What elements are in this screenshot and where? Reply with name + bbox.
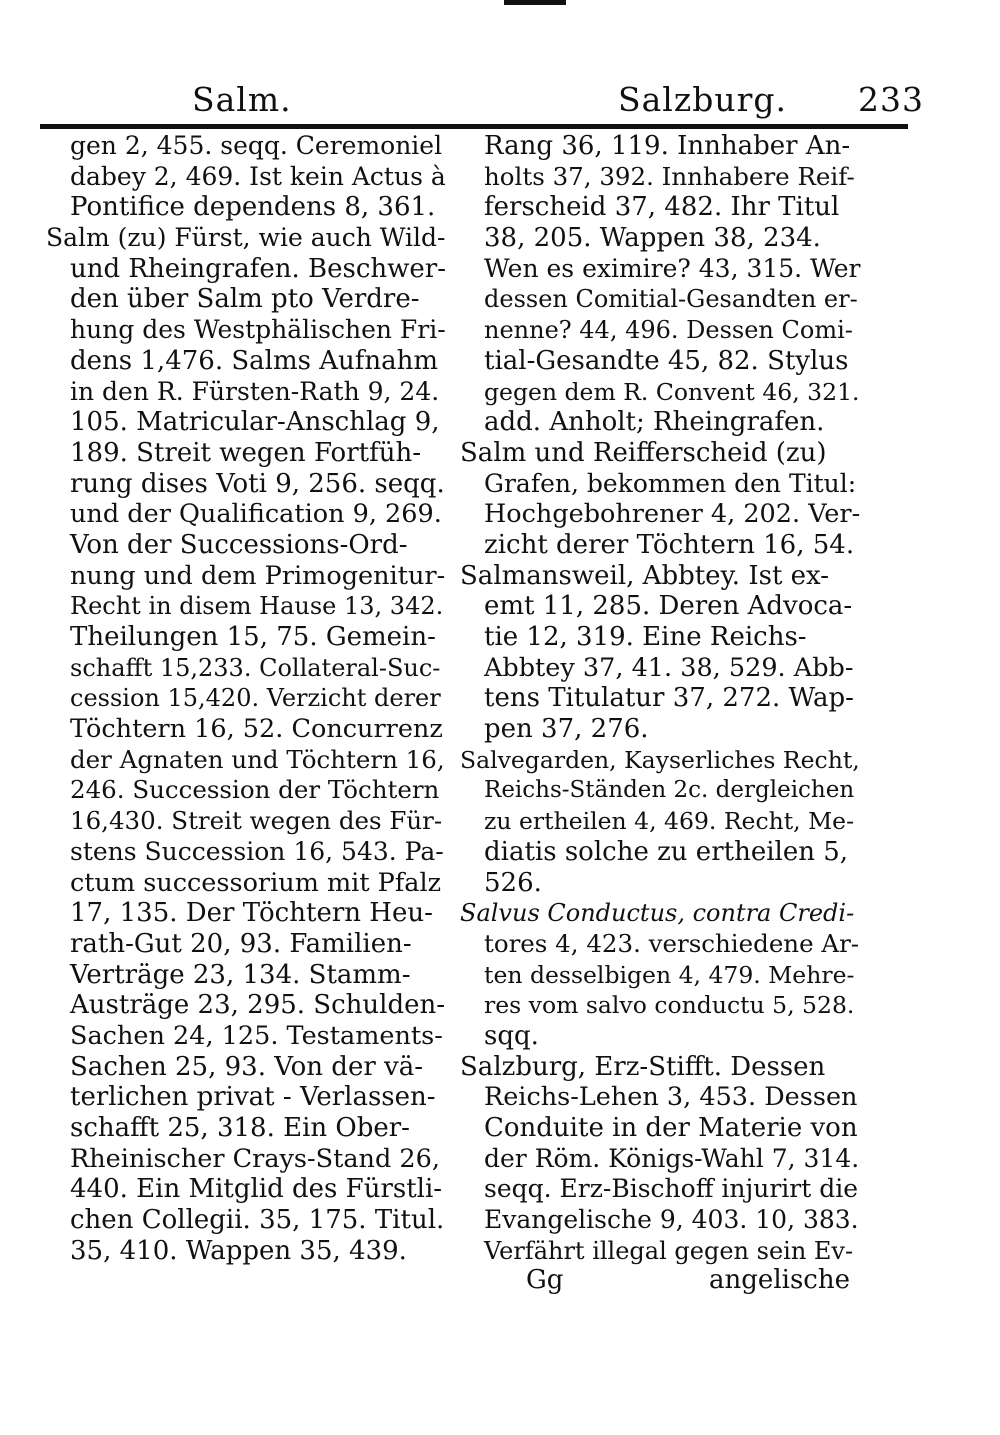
text-line: 16,430. Streit wegen des Für-	[70, 806, 443, 836]
text-line: tores 4, 423. verschiedene Ar-	[484, 928, 860, 958]
text-line: dessen Comitial-Gesandten er-	[484, 285, 858, 314]
text-line: tie 12, 319. Eine Reichs-	[484, 622, 807, 652]
text-line: sqq.	[484, 1020, 539, 1051]
header-rule	[40, 124, 908, 129]
text-line: zu ertheilen 4, 469. Recht, Me-	[484, 807, 855, 836]
top-edge-mark	[504, 0, 566, 5]
text-line: stens Succession 16, 543. Pa-	[70, 836, 444, 866]
text-line: Recht in disem Hause 13, 342.	[70, 592, 444, 621]
text-line: schafft 15,233. Collateral-Suc-	[70, 653, 441, 682]
text-line: der Agnaten und Töchtern 16,	[70, 744, 445, 774]
text-line: 35, 410. Wappen 35, 439.	[70, 1235, 407, 1266]
text-line: Pontifice dependens 8, 361.	[70, 192, 436, 223]
text-line: Sachen 25, 93. Von der vä-	[70, 1051, 423, 1082]
text-line: Evangelische 9, 403. 10, 383.	[484, 1205, 859, 1235]
text-line: 246. Succession der Töchtern	[70, 775, 440, 805]
text-line: und Rheingrafen. Beschwer-	[70, 253, 447, 284]
text-line: Grafen, bekommen den Titul:	[484, 468, 857, 498]
text-line: Hochgebohrener 4, 202. Ver-	[484, 499, 861, 530]
text-line: Rang 36, 119. Innhaber An-	[484, 131, 851, 161]
header-center-word: Salzburg.	[618, 80, 787, 119]
text-line: cession 15,420. Verzicht derer	[70, 684, 441, 713]
text-line: zicht derer Töchtern 16, 54.	[484, 529, 855, 560]
page-number: 233	[858, 80, 924, 119]
text-line: Von der Successions-Ord-	[70, 529, 408, 560]
text-line: 105. Matricular-Anschlag 9,	[70, 407, 440, 438]
text-line: emt 11, 285. Deren Advoca-	[484, 591, 853, 622]
text-line: 440. Ein Mitglid des Fürstli-	[70, 1174, 443, 1205]
text-line: chen Collegii. 35, 175. Titul.	[70, 1205, 445, 1236]
text-line: 17, 135. Der Töchtern Heu-	[70, 898, 433, 929]
entry-heading-line: Salm und Reifferscheid (zu)	[460, 437, 827, 468]
text-line: tens Titulatur 37, 272. Wap-	[484, 683, 854, 714]
text-line: dabey 2, 469. Ist kein Actus à	[70, 161, 446, 191]
text-line: 526.	[484, 867, 542, 898]
left-column	[46, 131, 446, 1266]
right-column	[460, 131, 860, 1266]
text-line: der Röm. Königs-Wahl 7, 314.	[484, 1143, 860, 1173]
text-line: ferscheid 37, 482. Ihr Titul	[484, 192, 840, 223]
text-line: ten desselbigen 4, 479. Mehre-	[484, 960, 855, 989]
text-line: rung dises Voti 9, 256. seqq.	[70, 468, 445, 499]
header-left-word: Salm.	[192, 80, 292, 119]
text-line: Verträge 23, 134. Stamm-	[70, 959, 411, 990]
text-line: hung des Westphälischen Fri-	[70, 315, 446, 345]
entry-heading-line: Salzburg, Erz-Stifft. Dessen	[460, 1051, 826, 1082]
signature-mark: Gg	[526, 1265, 564, 1295]
text-line: ctum successorium mit Pfalz	[70, 867, 442, 898]
text-line: nung und dem Primogenitur-	[70, 560, 446, 591]
text-line: res vom salvo conductu 5, 528.	[484, 991, 855, 1020]
entry-heading-line: Salvegarden, Kayserliches Recht,	[460, 745, 860, 774]
text-line: und der Qualification 9, 269.	[70, 499, 442, 530]
text-line: tial-Gesandte 45, 82. Stylus	[484, 345, 849, 376]
text-line: Rheinischer Crays-Stand 26,	[70, 1143, 440, 1174]
text-line: in den R. Fürsten-Rath 9, 24.	[70, 376, 440, 406]
text-line: terlichen privat - Verlassen-	[70, 1082, 436, 1113]
text-line: 38, 205. Wappen 38, 234.	[484, 223, 821, 254]
text-line: Reichs-Lehen 3, 453. Dessen	[484, 1082, 858, 1113]
text-line: gegen dem R. Convent 46, 321.	[484, 377, 860, 406]
page-footer	[484, 1265, 850, 1295]
text-line: add. Anholt; Rheingrafen.	[484, 407, 825, 438]
text-line: Theilungen 15, 75. Gemein-	[70, 622, 436, 652]
catchword: angelische	[709, 1265, 850, 1295]
text-line: diatis solche zu ertheilen 5,	[484, 836, 849, 867]
text-line: dens 1,476. Salms Aufnahm	[70, 345, 439, 376]
text-line: Austräge 23, 295. Schulden-	[70, 990, 446, 1021]
text-line: Sachen 24, 125. Testaments-	[70, 1020, 443, 1051]
text-line: 189. Streit wegen Fortfüh-	[70, 437, 421, 468]
entry-heading-line: Salmansweil, Abbtey. Ist ex-	[460, 560, 830, 591]
text-line: rath-Gut 20, 93. Familien-	[70, 928, 412, 959]
text-line: Verfährt illegal gegen sein Ev-	[484, 1236, 854, 1265]
text-line: den über Salm pto Verdre-	[70, 284, 420, 315]
text-line: Conduite in der Materie von	[484, 1113, 858, 1143]
text-line: schafft 25, 318. Ein Ober-	[70, 1113, 410, 1143]
text-line: gen 2, 455. seqq. Ceremoniel	[70, 131, 443, 160]
text-line: seqq. Erz-Bischoff injurirt die	[484, 1174, 859, 1204]
running-header	[40, 80, 924, 126]
text-line: Reichs-Ständen 2c. dergleichen	[484, 777, 855, 804]
entry-heading-line: Salm (zu) Fürst, wie auch Wild-	[46, 223, 446, 253]
text-line: pen 37, 276.	[484, 714, 649, 745]
text-line: Abbtey 37, 41. 38, 529. Abb-	[484, 652, 854, 683]
text-line: Töchtern 16, 52. Concurrenz	[70, 714, 443, 745]
text-line: Wen es eximire? 43, 315. Wer	[484, 253, 861, 283]
entry-heading-line: Salvus Conductus, contra Credi-	[460, 899, 855, 928]
text-line: holts 37, 392. Innhabere Reif-	[484, 161, 855, 191]
text-line: nenne? 44, 496. Dessen Comi-	[484, 316, 853, 345]
